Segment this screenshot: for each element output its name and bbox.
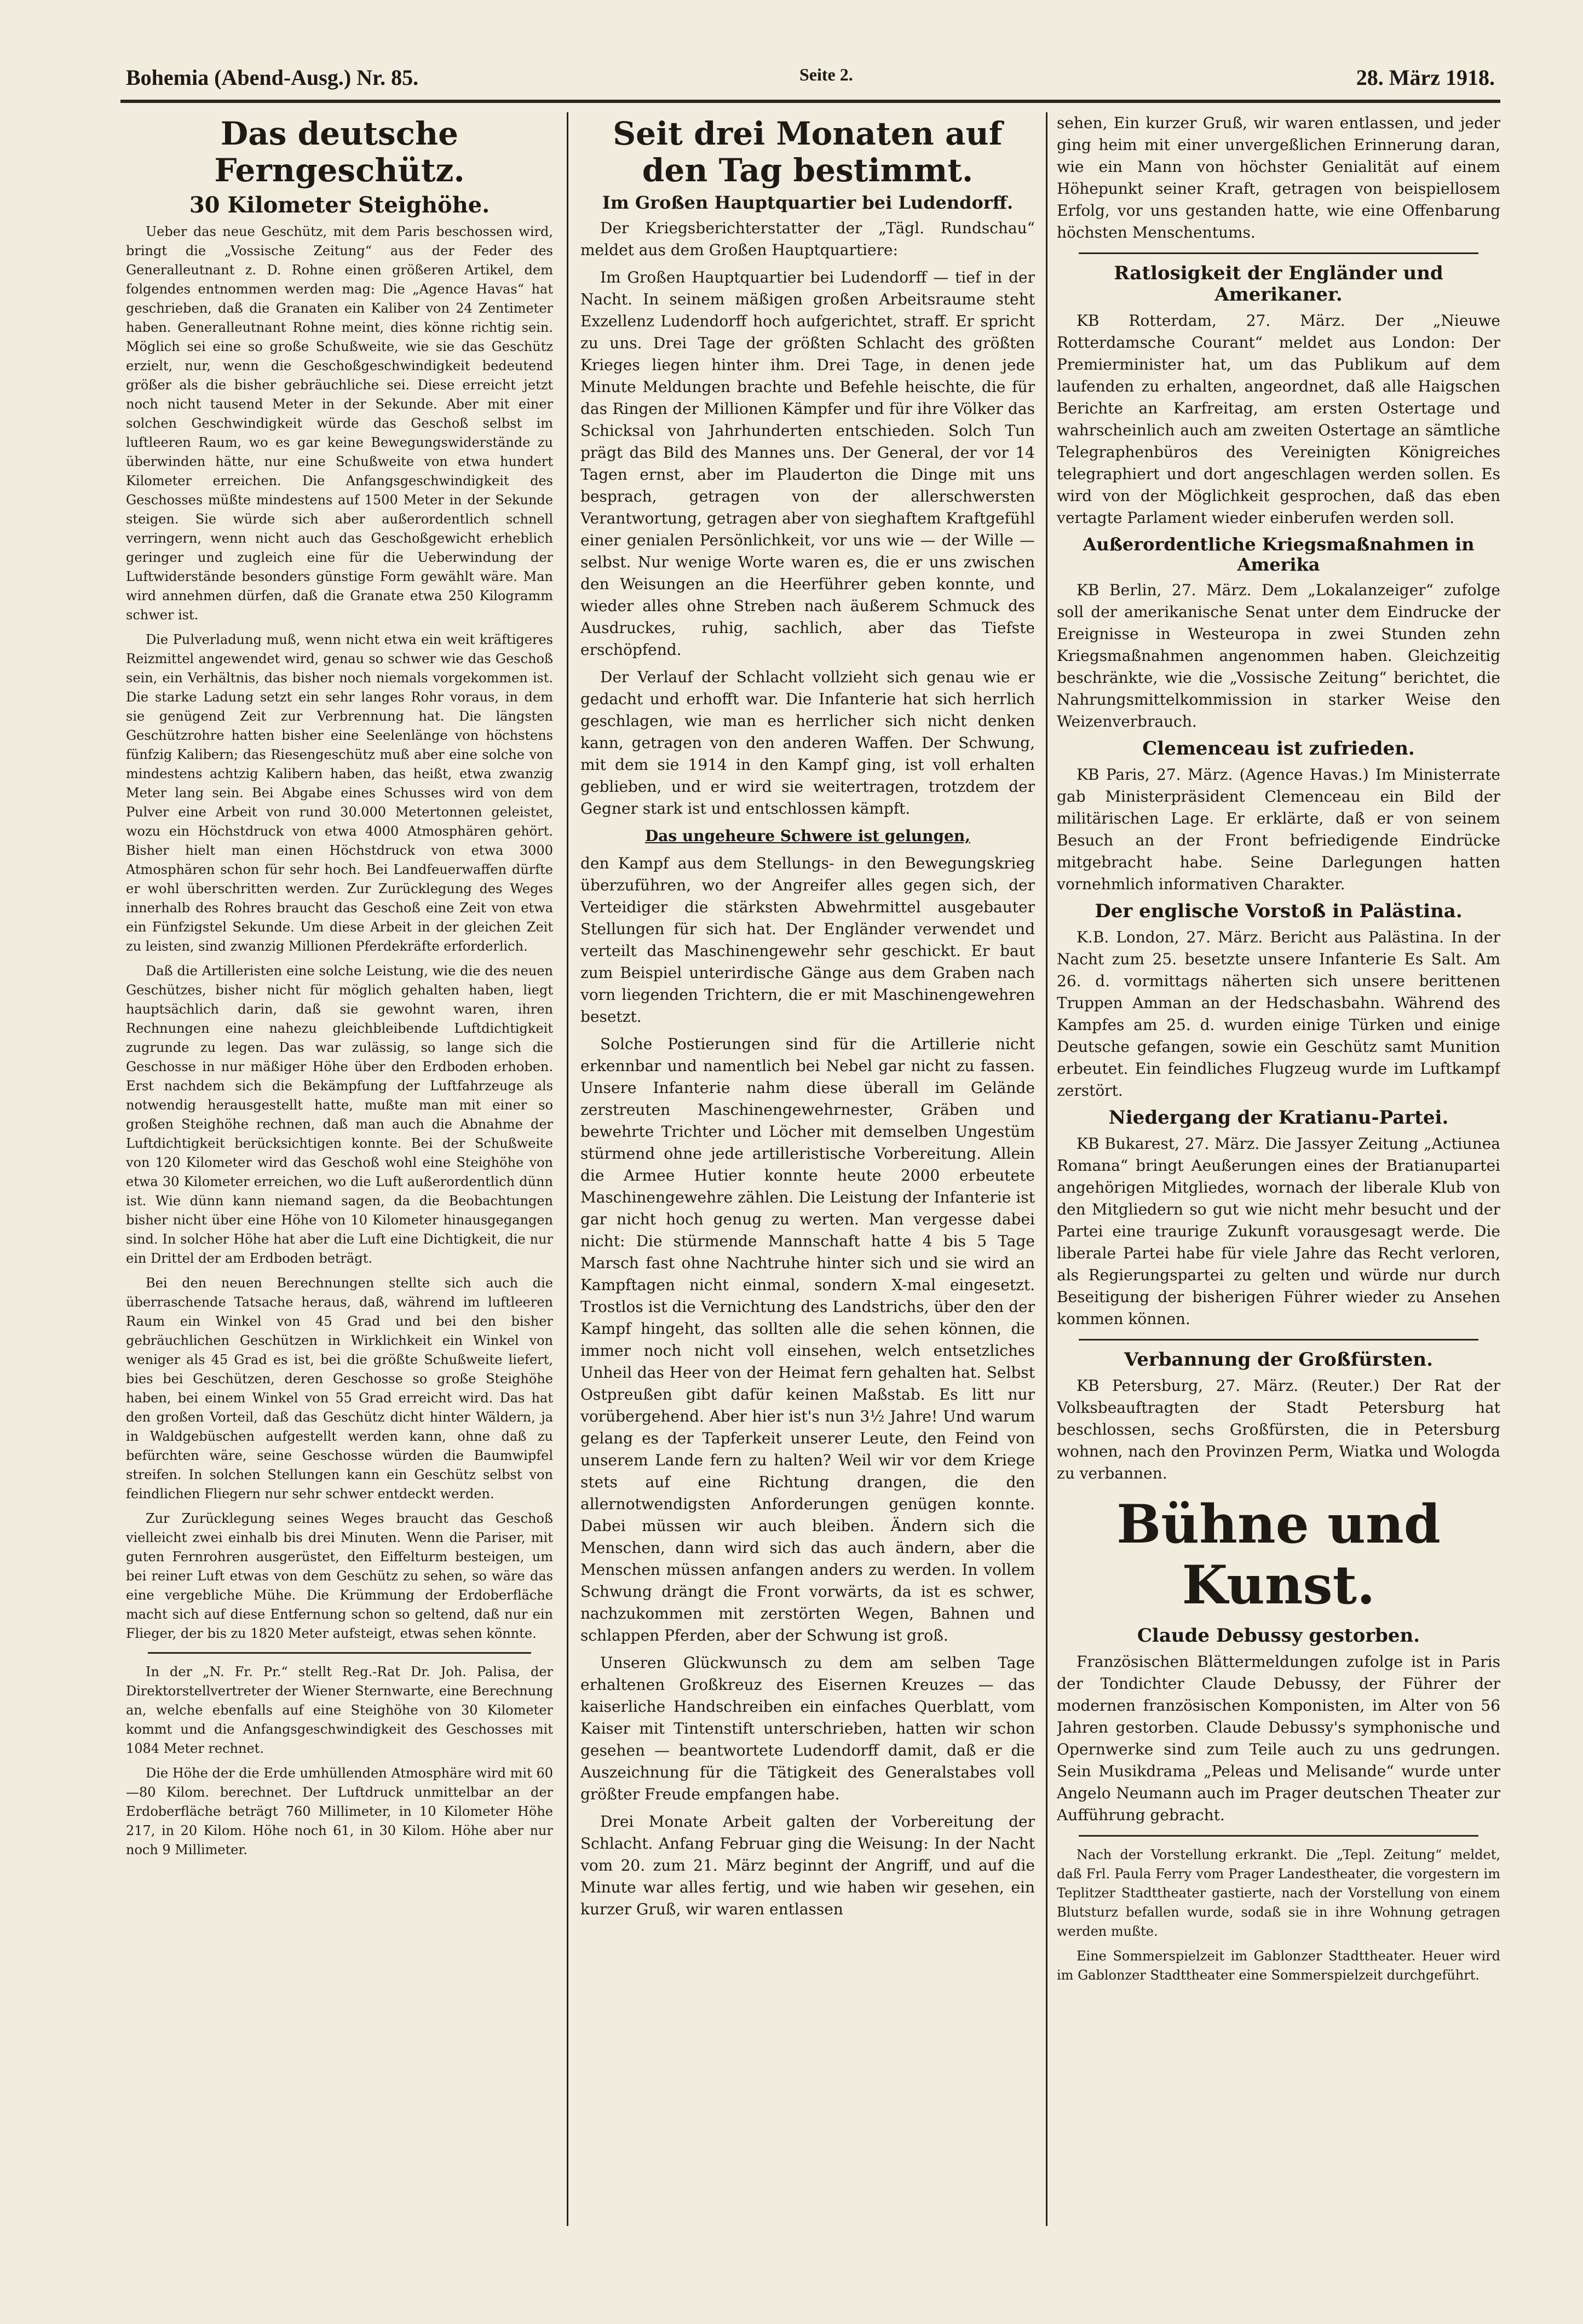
article-paragraph: Bei den neuen Berechnungen stellte sich auch die überraschende Tatsache heraus, daß, während im luftleeren Raum ein Winkel von 45 Grad und bei den bisher gebräuchlichen Geschützen in Wirklichkeit ein Winkel von weniger als 45 Grad es ist, bei die größte Schußweite liefert, bies bei Geschützen, deren Geschosse so große Steighöhe haben, bei einem Winkel von 55 Grad erreicht wird. Das hat den großen Vorteil, daß das Geschütz dicht hinter Wäldern, ja in Waldgebüschen aufgestellt werden kann, ohne daß zu befürchten wäre, seine Geschosse würden die Baumwipfel streifen. In solchen Stellungen kann ein Geschütz selbst von feindlichen Fliegern nur sehr schwer entdeckt werden. — [126, 1275, 553, 1502]
article-paragraph: Ueber das neue Geschütz, mit dem Paris beschossen wird, bringt die „Vossische Zeitung“ aus der Feder des Generalleutnant z. D. Rohne einen größeren Artikel, dem folgendes entnommen werden mag: Die „Agence Havas“ hat geschrieben, daß die Granaten ein Kaliber von 24 Zentimeter haben. Generalleutnant Rohne meint, dies könne richtig sein. Möglich sei eine so große Schußweite, wie sie das Geschütz erzielt, nur, wenn die Geschoßgeschwindigkeit bedeutend größer als die bisher gebräuchliche sei. Diese erreicht jetzt noch nicht tausend Meter in der Sekunde. Aber mit einer solchen Geschwindigkeit würde das Geschoß selbst im luftleeren Raum, wo es gar keine Bewegungswiderstände zu überwinden hätte, nur eine Schußweite von etwa hundert Kilometer erreichen. Die Anfangsgeschwindigkeit des Geschosses müßte mindestens auf 1500 Meter in der Sekunde steigen. Sie würde sich aber außerordentlich schnell verringern, wenn nicht auch das Geschoßgewicht erheblich geringer und zugleich eine für die Ueberwindung der Luftwiderstände besonders günstige Form gewählt wäre. Man wird annehmen dürfen, daß die Granate etwa 250 Kilogramm schwer ist. — [126, 224, 553, 623]
article-paragraph: Solche Postierungen sind für die Artillerie nicht erkennbar und namentlich bei Nebel gar nicht zu fassen. Unsere Infanterie nahm diese überall im Gelände zerstreuten Maschinengewehrnester, Gräben und bewehrte Trichter und Löcher mit demselben Ungestüm stürmend ohne jede artilleristische Vorbereitung. Allein die Armee Hutier konnte heute 2000 erbeutete Maschinengewehre zählen. Die Leistung der Infanterie ist gar nicht hoch genug zu werten. Man vergesse dabei nicht: Die stürmende Mannschaft hatte 4 bis 5 Tage Marsch fast ohne Nachtruhe hinter sich und sie wird an Kampftagen nicht einmal, sondern X-mal eingesetzt. Trostlos ist die Vernichtung des Landstrichs, über den der Kampf hingeht, das sollten alle die sehen können, die immer noch nicht voll einsehen, welch entsetzliches Unheil das Heer von der Heimat fern gehalten hat. Selbst Ostpreußen gibt dafür keinen Maßstab. Es litt nur vorübergehend. Aber hier ist's nun 3½ Jahre! Und warum gelang es der Tapferkeit unserer Leute, den Feind von unserem Lande fern zu halten? Weil wir vor dem Kriege stets auf eine Richtung drangen, die den allernotwendigsten Anforderungen genügen konnte. Dabei müssen wir auch bleiben. Ändern sich die Menschen, dann wird sich das auch ändern, aber die Menschen müssen anfangen anders zu werden. In vollem Schwung drängt die Front vorwärts, da ist es schwer, nachzukommen mit zerstörten Wegen, Bahnen und schlappen Pferden, aber der Schwung ist groß. — [580, 1035, 1035, 1645]
divider — [1079, 1339, 1478, 1341]
article-title: Das deutsche Ferngeschütz. — [214, 115, 465, 189]
column-2 — [580, 112, 1035, 2231]
article-heading: Der englische Vorstoß in Palästina. — [1095, 900, 1463, 922]
article-dateline: Im Großen Hauptquartier bei Ludendorff. — [602, 192, 1014, 214]
article-heading: Niedergang der Kratianu-Partei. — [1108, 1106, 1449, 1129]
article-subheading: Das ungeheure Schwere ist gelungen, — [644, 827, 971, 845]
article-paragraph: den Kampf aus dem Stellungs- in den Bewegungskrieg überzuführen, wo der Angreifer alles gegen sich, der Verteidiger die stärksten Abwehrmittel ausgebauter Stellungen für sich hat. Der Engländer verwendet und verteilt das Maschinengewehr sehr geschickt. Er baut zum Beispiel unterirdische Gänge aus dem Graben nach vorn liegenden Trichtern, die er mit Maschinengewehren besetzt. — [580, 854, 1035, 1026]
masthead-page-number: Seite 2. — [799, 65, 853, 84]
article-paragraph: KB Rotterdam, 27. März. Der „Nieuwe Rotterdamsche Courant“ meldet aus London: Der Premierminister hat, um das Publikum auf dem laufenden zu erhalten, angeordnet, daß alle Haigschen Berichte an Karfreitag, am ersten Ostertage und wahrscheinlich auch am zweiten Ostertage an sämtliche Telegraphenbüros des Vereinigten Königreiches telegraphiert und dort angeschlagen werden sollen. Es wird von der Möglichkeit gesprochen, daß das eben vertagte Parlament wieder einberufen werden soll. — [1057, 312, 1500, 527]
article-paragraph: sehen, Ein kurzer Gruß, wir waren entlassen, und jeder ging heim mit einer unvergeßlichen Erinnerung daran, wie ein Mann von höchster Genialität auf einem Höhepunkt seiner Kraft, getragen von beispiellosem Erfolg, vor uns gestanden hatte, wie eine Offenbarung höchsten Menschentums. — [1057, 114, 1500, 241]
article-paragraph: Daß die Artilleristen eine solche Leistung, wie die des neuen Geschützes, bisher nicht für möglich gehalten haben, liegt hauptsächlich darin, daß sie gewohnt waren, ihren Rechnungen eine nahezu gleichbleibende Luftdichtigkeit zugrunde zu legen. Das war zulässig, so lange sich die Geschosse in nur mäßiger Höhe über den Erdboden erhoben. Erst nachdem sich die Bekämpfung der Luftfahrzeuge als notwendig herausgestellt hatte, mußte man mit einer so großen Steighöhe rechnen, daß man auch die Abnahme der Luftdichtigkeit berücksichtigen konnte. Bei der Schußweite von 120 Kilometer wird das Geschoß wohl eine Steighöhe von etwa 30 Kilometer erreichen, wo die Luft außerordentlich dünn ist. Wie dünn kann niemand sagen, da die Beobachtungen bisher nicht über eine Höhe von 10 Kilometer hinausgegangen sind. In solcher Höhe hat aber die Luft eine Dichtigkeit, die nur ein Drittel der am Erdboden beträgt. — [126, 963, 553, 1267]
divider — [1079, 252, 1478, 254]
article-heading: Claude Debussy gestorben. — [1137, 1624, 1420, 1647]
article-paragraph: KB Petersburg, 27. März. (Reuter.) Der Rat der Volksbeauftragten der Stadt Petersburg hat beschlossen, sechs Großfürsten, die in Petersburg wohnen, nach den Provinzen Perm, Wiatka und Wologda zu verbannen. — [1057, 1377, 1500, 1483]
article-heading: Clemenceau ist zufrieden. — [1142, 737, 1415, 760]
article-paragraph: KB Bukarest, 27. März. Die Jassyer Zeitung „Actiunea Romana“ bringt Aeußerungen eines der Bratianupartei angehörigen Mitgliedes, wornach der liberale Klub von den Mitgliedern so gut wie nicht mehr besucht und der Partei eine traurige Zukunft vorausgesagt werde. Die liberale Partei habe für viele Jahre das Recht verloren, als Regierungspartei zu gelten und würde nur durch Beseitigung der bisherigen Führer wieder zu Ansehen kommen können. — [1057, 1135, 1500, 1328]
article-paragraph: Zur Zurücklegung seines Weges braucht das Geschoß vielleicht zwei einhalb bis drei Minuten. Wenn die Pariser, mit guten Fernrohren ausgerüstet, den Eiffelturm besteigen, um bei reiner Luft etwas von dem Geschütz zu sehen, so wäre das eine vergebliche Mühe. Die Krümmung der Erdoberfläche macht sich auf diese Entfernung schon so geltend, daß nur ein Flieger, der bis zu 1820 Meter aufsteigt, etwas sehen könnte. — [126, 1511, 553, 1642]
article-paragraph: Der Verlauf der Schlacht vollzieht sich genau wie er gedacht und erhofft war. Die Infanterie hat sich herrlich geschlagen, wie man es herrlicher sich nicht denken kann, getragen von den anderen Waffen. Der Schwung, mit dem sie 1914 in den Kampf ging, ist voll erhalten geblieben, und er wird sie weitertragen, trotzdem der Gegner stark ist und entschlossen kämpft. — [580, 668, 1035, 818]
article-paragraph: Der Kriegsberichterstatter der „Tägl. Rundschau“ meldet aus dem Großen Hauptquartiere: — [580, 219, 1035, 260]
article-heading: Ratlosigkeit der Engländer und Amerikaner. — [1114, 262, 1443, 306]
article-paragraph: K.B. London, 27. März. Bericht aus Palästina. In der Nacht zum 25. besetzte unsere Infanterie Es Salt. Am 26. d. vormittags näherten sich unsere berittenen Truppen Amman an der Hedschasbahn. Während des Kampfes am 25. d. wurden einige Türken und einige Deutsche gefangen, sowie ein Geschütz samt Munition erbeutet. Ein feindliches Flugzeug wurde im Luftkampf zerstört. — [1057, 928, 1500, 1100]
article-heading: Verbannung der Großfürsten. — [1124, 1349, 1433, 1371]
article-paragraph: Unseren Glückwunsch zu dem am selben Tage erhaltenen Großkreuz des Eisernen Kreuzes — das kaiserliche Handschreiben ein einfaches Querblatt, vom Kaiser mit Tintenstift unterschrieben, hatten wir schon gesehen — beantwortete Ludendorff damit, daß er die Auszeichnung für die Tätigkeit des Generalstabes voll größter Freude empfangen habe. — [580, 1654, 1035, 1804]
divider — [148, 1652, 531, 1654]
article-paragraph: In der „N. Fr. Pr.“ stellt Reg.-Rat Dr. Joh. Palisa, der Direktorstellvertreter der Wiener Sternwarte, eine Berechnung an, welche ebenfalls auf eine Steighöhe von 30 Kilometer kommt und die Anfangsgeschwindigkeit des Geschosses mit 1084 Meter rechnet. — [126, 1664, 553, 1757]
article-paragraph: Eine Sommerspielzeit im Gablonzer Stadttheater. Heuer wird im Gablonzer Stadttheater eine Sommerspielzeit durchgeführt. — [1057, 1948, 1500, 1983]
article-paragraph: Französischen Blättermeldungen zufolge ist in Paris der Tondichter Claude Debussy, der Führer der modernen französischen Komponisten, im Alter von 56 Jahren gestorben. Claude Debussy's symphonische und Opernwerke sind zum Teile auch zu uns gedrungen. Sein Musikdrama „Peleas und Melisande“ wurde unter Angelo Neumann auch im Prager deutschen Theater zur Aufführung gebracht. — [1057, 1653, 1500, 1825]
article-paragraph: KB Berlin, 27. März. Dem „Lokalanzeiger“ zufolge soll der amerikanische Senat unter dem Eindrucke der Ereignisse in Westeuropa in zwei Stunden zehn Kriegsmaßnahmen angenommen haben. Gleichzeitig beschränkte, wie die „Vossische Zeitung“ berichtet, die Nahrungsmittelkommission in starker Weise den Weizenverbrauch. — [1057, 580, 1500, 730]
divider — [1079, 1835, 1478, 1837]
article-paragraph: Die Pulverladung muß, wenn nicht etwa ein weit kräftigeres Reizmittel angewendet wird, genau so schwer wie das Geschoß sein, ein Verhältnis, das bisher noch niemals vorgekommen ist. Die starke Ladung setzt ein sehr langes Rohr voraus, in dem sie genügend Zeit zur Verbrennung hat. Die längsten Geschützrohre hatten bisher eine Seelenlänge von höchstens fünfzig Kalibern; das Riesengeschütz muß aber eine solche von mindestens achtzig Kalibern haben, das heißt, etwa zwanzig Meter lang sein. Bei Abgabe eines Schusses wird von dem Pulver eine Arbeit von rund 30.000 Metertonnen geleistet, wozu ein Höchstdruck von etwa 4000 Atmosphären gehört. Bisher hielt man einen Höchstdruck von etwa 3000 Atmosphären schon für sehr hoch. Bei Landfeuerwaffen dürfte er wohl überschritten werden. Zur Zurücklegung des Weges innerhalb des Rohres braucht das Geschoß eine Zeit von etwa ein Fünfzigstel Sekunde. Um diese Arbeit in der gleichen Zeit zu leisten, sind zwanzig Millionen Pferdekräfte erforderlich. — [126, 632, 553, 954]
article-title: Seit drei Monaten auf den Tag bestimmt. — [613, 115, 1003, 189]
article-paragraph: Drei Monate Arbeit galten der Vorbereitung der Schlacht. Anfang Februar ging die Weisung: In der Nacht vom 20. zum 21. März beginnt der Angriff, und auf die Minute war alles fertig, und wie haben wir gesehen, ein kurzer Gruß, wir waren entlassen — [580, 1813, 1035, 1919]
section-heading: Bühne und Kunst. — [1116, 1493, 1441, 1616]
article-paragraph: Nach der Vorstellung erkrankt. Die „Tepl. Zeitung“ meldet, daß Frl. Paula Ferry vom Prager Landestheater, die vorgestern im Teplitzer Stadttheater gastierte, nach der Vorstellung von einem Blutsturz befallen wurde, sodaß sie in ihre Wohnung getragen werden mußte. — [1057, 1847, 1500, 1940]
article-heading: Außerordentliche Kriegsmaßnahmen in Amerika — [1083, 534, 1475, 575]
masthead-rule — [120, 100, 1500, 103]
masthead-date: 28. März 1918. — [1356, 65, 1495, 90]
article-paragraph: Die Höhe der die Erde umhüllenden Atmosphäre wird mit 60—80 Kilom. berechnet. Der Luftdruck unmittelbar an der Erdoberfläche beträgt 760 Millimeter, in 10 Kilometer Höhe 217, in 20 Kilom. Höhe noch 61, in 30 Kilom. Höhe aber nur noch 9 Millimeter. — [126, 1765, 553, 1858]
column-rule — [567, 112, 568, 2226]
masthead-paper-issue: Bohemia (Abend-Ausg.) Nr. 85. — [126, 65, 419, 90]
column-1 — [126, 112, 553, 2231]
article-paragraph: Im Großen Hauptquartier bei Ludendorff — tief in der Nacht. In seinem mäßigen großen Arbeitsraume steht Exzellenz Ludendorff hoch aufgerichtet, straff. Er spricht zu uns. Drei Tage der größten Schlacht des größten Krieges liegen hinter ihm. Drei Tage, in denen jede Minute Meldungen brachte und Befehle heischte, die für das Ringen der Millionen Kämpfer und für ihre Völker das Schicksal von Jahrhunderten entschieden. Solch Tun prägt das Bild des Mannes uns. Der General, der vor 14 Tagen ernst, aber im Plauderton die Dinge mit uns besprach, getragen von der allerschwersten Verantwortung, getragen aber von sieghaftem Kraftgefühl einer genialen Persönlichkeit, vor uns wie — der Wille — selbst. Nur wenige Worte waren es, die er uns zwischen den Weisungen an die Heerführer geben konnte, und wieder alles ohne Streben nach äußerem Schmuck des Ausdruckes, ruhig, sachlich, aber das Tiefste erschöpfend. — [580, 268, 1035, 659]
column-rule — [1046, 112, 1047, 2226]
article-subtitle: 30 Kilometer Steighöhe. — [189, 192, 490, 218]
masthead — [126, 65, 1495, 100]
column-3 — [1057, 112, 1500, 2231]
article-paragraph: KB Paris, 27. März. (Agence Havas.) Im Ministerrate gab Ministerpräsident Clemenceau ein Bild der militärischen Lage. Er erklärte, daß er von seinem Besuch an der Front befriedigende Eindrücke mitgebracht habe. Seine Darlegungen hatten vornehmlich informativen Charakter. — [1057, 765, 1500, 893]
